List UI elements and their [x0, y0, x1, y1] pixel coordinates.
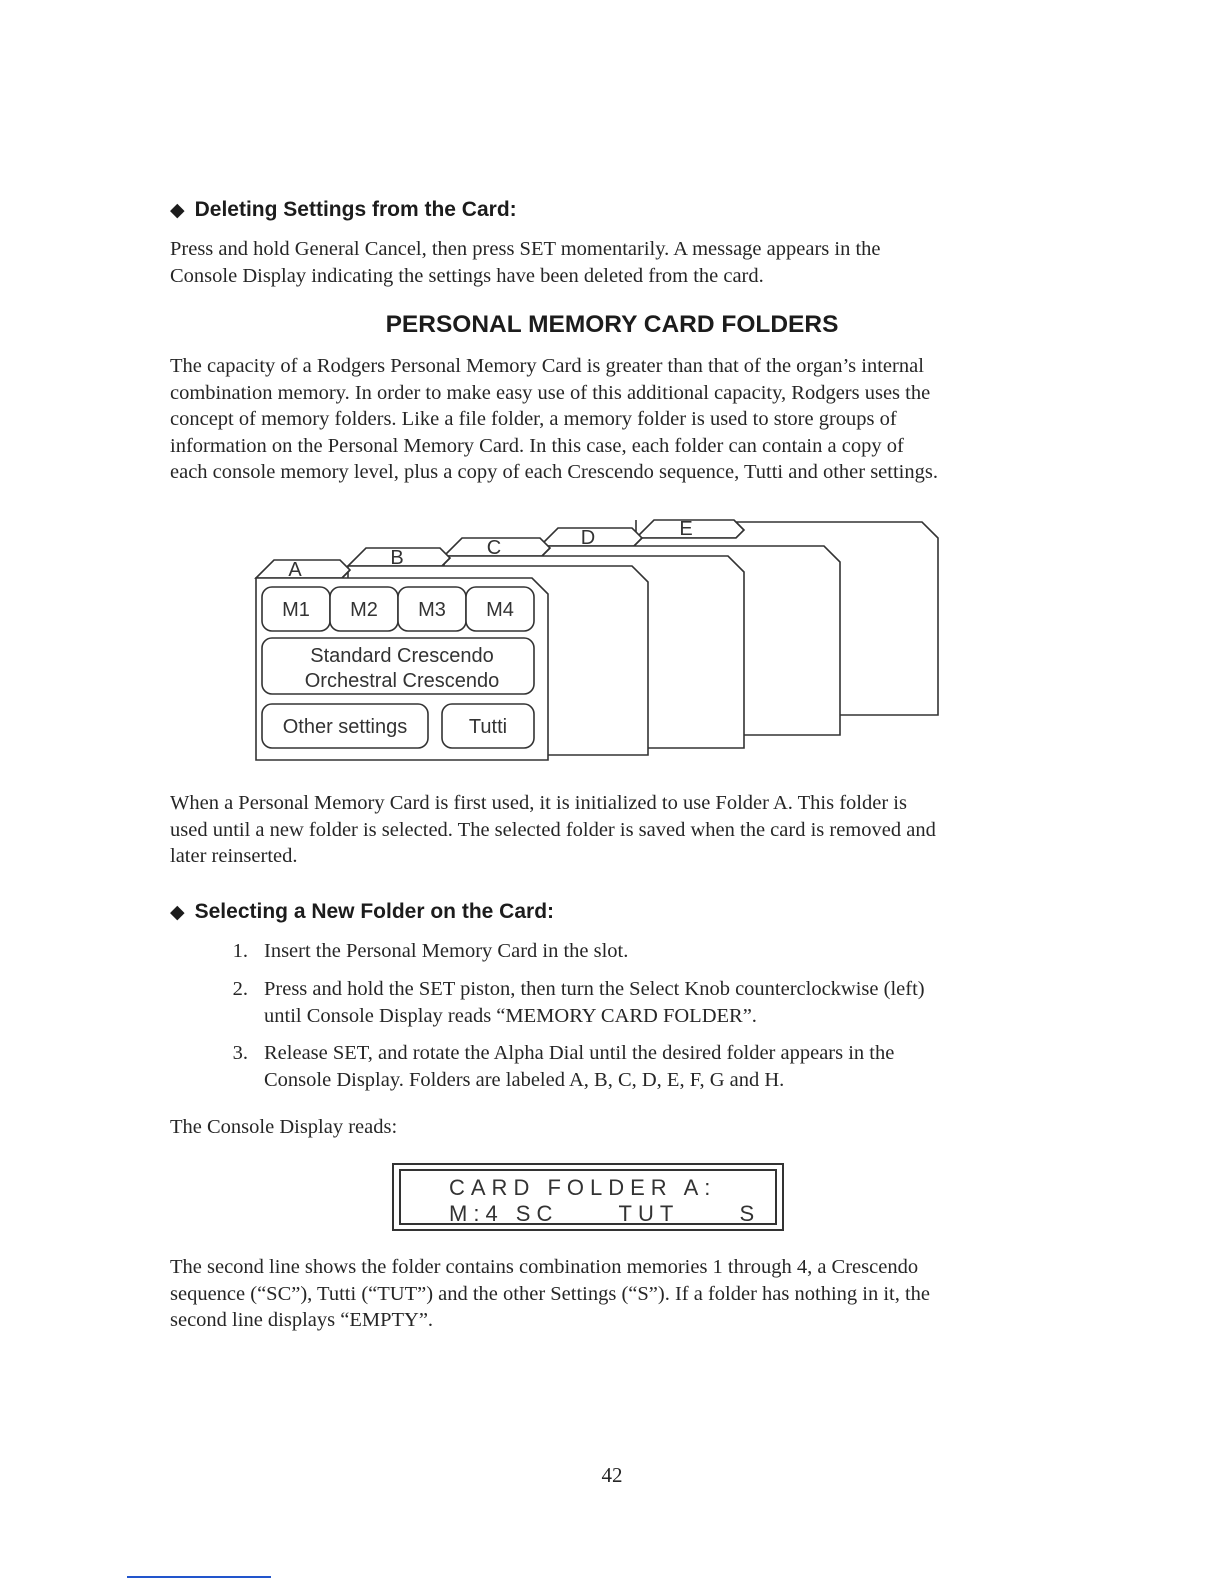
console-display-inner: [399, 1169, 777, 1225]
text-line: second line displays “EMPTY”.: [170, 1309, 434, 1331]
display-intro: The Console Display reads:: [170, 1116, 398, 1138]
folder-tab-label: C: [486, 537, 502, 559]
section-heading-deleting: [170, 198, 517, 222]
text-line: Press and hold the SET piston, then turn the Select Knob counterclockwise (left): [264, 978, 925, 1000]
text-line: used until a new folder is selected. The selected folder is saved when the card is removed and: [170, 818, 936, 841]
diamond-bullet-icon: ◆: [170, 902, 185, 923]
text-line: When a Personal Memory Card is first used, it is initialized to use Folder A. This folder is: [170, 792, 907, 814]
text-line: Release SET, and rotate the Alpha Dial until the desired folder appears in the: [264, 1042, 895, 1064]
steps-list: [224, 938, 1024, 1098]
text-line: each console memory level, plus a copy of each Crescendo sequence, Tutti and other settings.: [170, 461, 938, 483]
deleting-paragraph: [170, 236, 881, 289]
diamond-bullet-icon: ◆: [170, 200, 185, 221]
memory-label: M2: [350, 599, 378, 621]
text-line: combination memory. In order to make easy use of this additional capacity, Rodgers uses the: [170, 381, 931, 404]
text-line: Press and hold General Cancel, then press SET momentarily. A message appears in the: [170, 238, 881, 260]
crescendo-label: Standard Crescendo: [310, 645, 494, 667]
text-line: Console Display. Folders are labeled A, B, C, D, E, F, G and H.: [264, 1068, 785, 1091]
folder-tab-label: A: [288, 559, 302, 581]
folder-tab-label: D: [580, 527, 596, 549]
folder-tab-label: E: [679, 518, 693, 540]
intro-paragraph: [170, 353, 938, 486]
text-line: concept of memory folders. Like a file folder, a memory folder is used to store groups of: [170, 408, 897, 430]
crescendo-label: Orchestral Crescendo: [304, 670, 500, 692]
heading-text: Selecting a New Folder on the Card:: [194, 900, 555, 923]
page-number: 42: [601, 1463, 623, 1487]
text-line: sequence (“SC”), Tutti (“TUT”) and the other Settings (“S”). If a folder has nothing in it, the: [170, 1282, 931, 1305]
text-line: The capacity of a Rodgers Personal Memory Card is greater than that of the organ’s internal: [170, 355, 924, 377]
page-title: PERSONAL MEMORY CARD FOLDERS: [385, 311, 839, 338]
footer-rule: [127, 1576, 271, 1578]
tutti-label: Tutti: [468, 716, 508, 738]
folder-a-paragraph: [170, 790, 936, 870]
console-display: [392, 1163, 784, 1231]
step-text: [264, 938, 1024, 965]
text-line: until Console Display reads “MEMORY CARD FOLDER”.: [264, 1004, 757, 1027]
display-line-2: M:4 SC TUT S: [449, 1201, 761, 1226]
text-line: later reinserted.: [170, 845, 298, 867]
memory-label: M4: [486, 599, 514, 621]
text-line: Insert the Personal Memory Card in the slot.: [264, 940, 629, 962]
step-number: 2.: [232, 978, 248, 1000]
memory-label: M3: [418, 599, 446, 621]
display-line-1: CARD FOLDER A:: [449, 1175, 717, 1200]
memory-folders-diagram: [250, 510, 950, 780]
memory-label: M1: [282, 599, 310, 621]
section-heading-selecting: [170, 900, 554, 924]
step-number: 3.: [232, 1042, 248, 1064]
heading-text: Deleting Settings from the Card:: [194, 198, 517, 221]
text-line: The second line shows the folder contains combination memories 1 through 4, a Crescendo: [170, 1256, 919, 1278]
text-line: Console Display indicating the settings have been deleted from the card.: [170, 264, 764, 287]
text-line: information on the Personal Memory Card. In this case, each folder can contain a copy of: [170, 434, 904, 457]
other-settings-label: Other settings: [282, 716, 408, 738]
step-text: [264, 976, 1024, 1029]
step-number: 1.: [232, 940, 248, 962]
second-line-paragraph: [170, 1254, 930, 1334]
folder-tab-label: B: [390, 547, 404, 569]
step-text: [264, 1040, 1024, 1093]
